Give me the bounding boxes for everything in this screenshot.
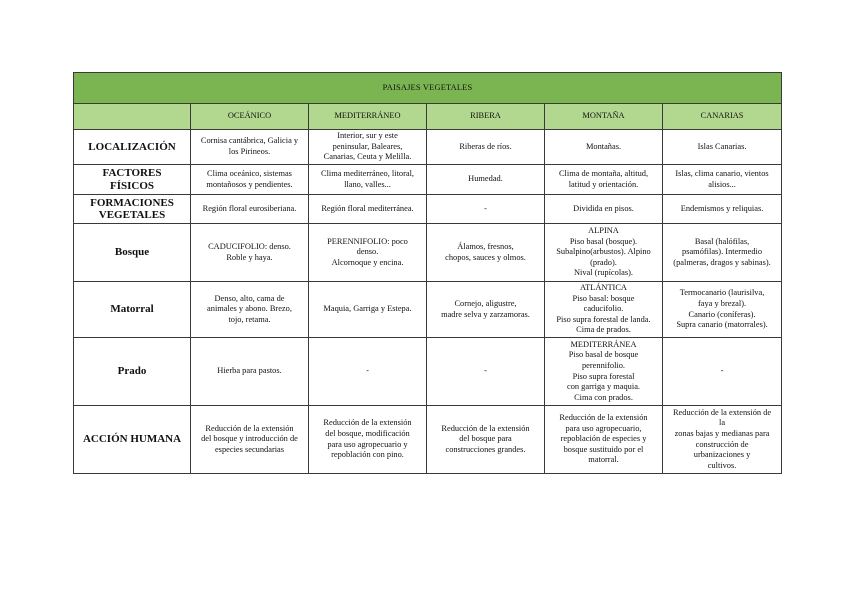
table-cell: Endemismos y reliquias. <box>663 195 782 224</box>
row-label: Matorral <box>74 282 191 338</box>
table-cell: - <box>427 195 545 224</box>
header-row <box>74 104 782 130</box>
row-label: ACCIÓN HUMANA <box>74 406 191 474</box>
table-cell: Dividida en pisos. <box>545 195 663 224</box>
table-cell: Región floral eurosiberiana. <box>191 195 309 224</box>
header-montana: MONTAÑA <box>545 104 663 130</box>
table-cell: Cornejo, aligustre, madre selva y zarzamoras. <box>427 282 545 338</box>
table-cell: Reducción de la extensión del bosque, modificación para uso agropecuario y repoblación con pino. <box>309 406 427 474</box>
table-cell: Clima oceánico, sistemas montañosos y pendientes. <box>191 165 309 195</box>
table-cell: ALPINA Piso basal (bosque). Subalpino(arbustos). Alpino (prado). Nival (rupícolas). <box>545 224 663 282</box>
row-label: Prado <box>74 338 191 406</box>
header-canarias: CANARIAS <box>663 104 782 130</box>
table-cell: Montañas. <box>545 130 663 165</box>
row-factores-fisicos <box>74 165 782 195</box>
table-cell: Termocanario (laurisilva, faya y brezal). Canario (coníferas). Supra canario (matorrales). <box>663 282 782 338</box>
header-empty <box>74 104 191 130</box>
row-label: FACTORES FÍSICOS <box>74 165 191 195</box>
table-cell: MEDITERRÁNEA Piso basal de bosque perennifolio. Piso supra forestal con garriga y maquia. Cima con prados. <box>545 338 663 406</box>
title-row <box>74 73 782 104</box>
header-mediterraneo: MEDITERRÁNEO <box>309 104 427 130</box>
table-cell: Clima de montaña, altitud, latitud y orientación. <box>545 165 663 195</box>
table-cell: Islas Canarias. <box>663 130 782 165</box>
table-cell: Reducción de la extensión de la zonas bajas y medianas para construcción de urbanizaciones y cultivos. <box>663 406 782 474</box>
table-title: PAISAJES VEGETALES <box>74 73 782 104</box>
table-cell: Clima mediterráneo, litoral, llano, valles... <box>309 165 427 195</box>
row-label: FORMACIONES VEGETALES <box>74 195 191 224</box>
row-matorral <box>74 282 782 338</box>
table-cell: - <box>427 338 545 406</box>
table-cell: Denso, alto, cama de animales y abono. Brezo, tojo, retama. <box>191 282 309 338</box>
vegetation-table <box>73 72 782 474</box>
row-formaciones-vegetales <box>74 195 782 224</box>
table-cell: Riberas de ríos. <box>427 130 545 165</box>
table-cell: - <box>309 338 427 406</box>
table-cell: Región floral mediterránea. <box>309 195 427 224</box>
header-ribera: RIBERA <box>427 104 545 130</box>
table-cell: Álamos, fresnos, chopos, sauces y olmos. <box>427 224 545 282</box>
table-cell: Maquia, Garriga y Estepa. <box>309 282 427 338</box>
row-label: LOCALIZACIÓN <box>74 130 191 165</box>
row-prado <box>74 338 782 406</box>
table-cell: PERENNIFOLIO: poco denso. Alcornoque y encina. <box>309 224 427 282</box>
row-localizacion <box>74 130 782 165</box>
table-cell: CADUCIFOLIO: denso. Roble y haya. <box>191 224 309 282</box>
table-cell: ATLÁNTICA Piso basal: bosque caducifolio. Piso supra forestal de landa. Cima de prados. <box>545 282 663 338</box>
table-cell: Cornisa cantábrica, Galicia y los Pirineos. <box>191 130 309 165</box>
table-cell: Humedad. <box>427 165 545 195</box>
table-cell: Basal (halófilas, psamófilas). Intermedio (palmeras, dragos y sabinas). <box>663 224 782 282</box>
table-cell: Interior, sur y este peninsular, Baleares, Canarias, Ceuta y Melilla. <box>309 130 427 165</box>
row-label: Bosque <box>74 224 191 282</box>
table-cell: Reducción de la extensión del bosque para construcciones grandes. <box>427 406 545 474</box>
header-oceanico: OCEÁNICO <box>191 104 309 130</box>
row-accion-humana <box>74 406 782 474</box>
table-cell: - <box>663 338 782 406</box>
table-cell: Hierba para pastos. <box>191 338 309 406</box>
table-cell: Islas, clima canario, vientos alisios... <box>663 165 782 195</box>
row-bosque <box>74 224 782 282</box>
table-cell: Reducción de la extensión para uso agropecuario, repoblación de especies y bosque sustituido por el matorral. <box>545 406 663 474</box>
table-cell: Reducción de la extensión del bosque y introducción de especies secundarias <box>191 406 309 474</box>
